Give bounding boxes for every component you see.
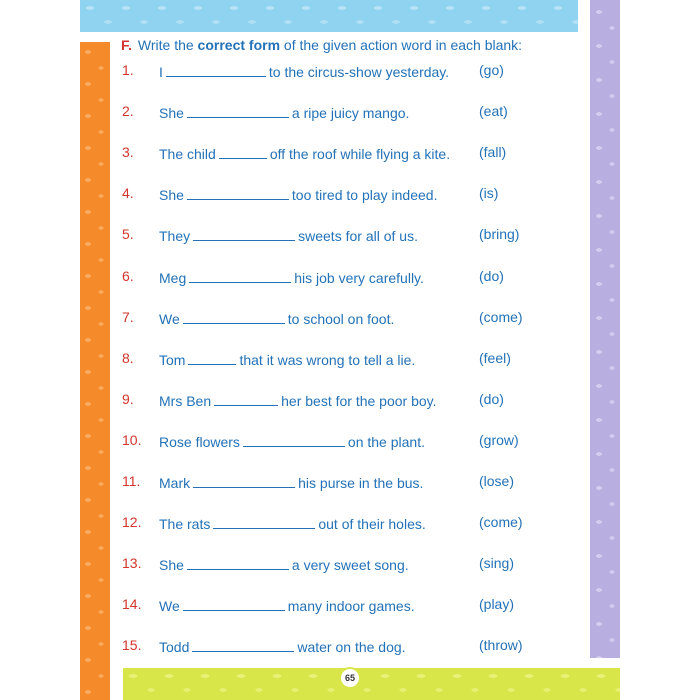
- verb-hint: (bring): [479, 226, 520, 243]
- item-sentence: [159, 432, 425, 450]
- answer-blank[interactable]: [187, 555, 289, 570]
- verb-hint: (sing): [479, 555, 515, 572]
- sentence-end: off the roof while flying a kite.: [269, 146, 451, 163]
- verb-hint: (play): [479, 596, 515, 613]
- item-number: 2.: [122, 103, 134, 120]
- answer-blank[interactable]: [189, 268, 291, 283]
- answer-blank[interactable]: [214, 391, 278, 406]
- item-number: 10.: [122, 431, 142, 448]
- item-sentence: [159, 637, 406, 655]
- sentence-start: Todd: [159, 639, 190, 656]
- item-sentence: [159, 350, 415, 368]
- exercise-item: [0, 185, 560, 207]
- exercise-item: [0, 62, 560, 84]
- page-number: 65: [339, 667, 361, 689]
- verb-hint: (come): [479, 514, 523, 531]
- item-sentence: [159, 473, 423, 491]
- item-number: 15.: [122, 637, 142, 654]
- sentence-start: She: [159, 187, 184, 204]
- verb-hint: (is): [479, 185, 499, 202]
- sentence-start: Mrs Ben: [159, 392, 212, 409]
- sentence-start: Mark: [159, 475, 191, 491]
- exercise-item: [0, 226, 560, 248]
- sentence-start: Tom: [159, 351, 186, 368]
- verb-hint: (lose): [479, 473, 515, 489]
- item-sentence: [159, 309, 394, 327]
- sentence-end: out of their holes.: [318, 516, 426, 533]
- exercise-item: [0, 391, 560, 413]
- answer-blank[interactable]: [219, 144, 267, 159]
- sentence-end: sweets for all of us.: [298, 228, 418, 245]
- item-number: 5.: [122, 226, 134, 243]
- item-number: 13.: [122, 555, 142, 572]
- sentence-end: that it was wrong to tell a lie.: [239, 351, 416, 368]
- exercise-item: [0, 309, 560, 331]
- verb-hint: (feel): [479, 349, 511, 366]
- verb-hint: (grow): [479, 431, 519, 448]
- item-number: 6.: [122, 267, 134, 284]
- sentence-start: They: [159, 228, 191, 245]
- sentence-end: her best for the poor boy.: [281, 392, 437, 409]
- verb-hint: (eat): [479, 103, 508, 120]
- sentence-start: We: [159, 310, 180, 327]
- instruction-text-end: of the given action word in each blank:: [280, 37, 523, 53]
- instruction-emphasis: correct form: [197, 37, 281, 53]
- verb-hint: (do): [479, 267, 504, 284]
- verb-hint: (do): [479, 390, 504, 407]
- exercise-item: [0, 637, 560, 659]
- answer-blank[interactable]: [188, 350, 236, 365]
- instruction-text: Write the: [137, 37, 198, 53]
- exercise-item: [0, 473, 560, 495]
- sentence-end: on the plant.: [347, 433, 425, 450]
- answer-blank[interactable]: [187, 103, 289, 118]
- decorative-top-band: [80, 0, 578, 32]
- sentence-end: to school on foot.: [287, 310, 395, 327]
- item-sentence: [159, 514, 426, 532]
- item-number: 9.: [122, 390, 134, 407]
- sentence-end: his job very carefully.: [294, 269, 424, 286]
- verb-hint: (come): [479, 308, 523, 325]
- item-sentence: [159, 103, 409, 121]
- sentence-start: Rose flowers: [159, 433, 240, 450]
- sentence-start: I: [159, 64, 163, 80]
- item-sentence: [159, 268, 424, 286]
- sentence-end: a very sweet song.: [291, 557, 409, 574]
- exercise-heading: [121, 37, 522, 53]
- item-number: 7.: [122, 308, 134, 325]
- exercise-item: [0, 268, 560, 290]
- sentence-end: his purse in the bus.: [298, 475, 424, 491]
- section-letter: F.: [121, 37, 132, 53]
- item-number: 3.: [122, 144, 134, 161]
- item-sentence: [159, 62, 449, 80]
- item-sentence: [159, 391, 437, 409]
- verb-hint: (go): [479, 62, 504, 78]
- item-number: 14.: [122, 596, 142, 613]
- sentence-start: Meg: [159, 269, 187, 286]
- verb-hint: (fall): [479, 144, 507, 161]
- answer-blank[interactable]: [187, 185, 289, 200]
- item-number: 4.: [122, 185, 134, 202]
- decorative-right-band: [590, 0, 620, 658]
- answer-blank[interactable]: [193, 473, 295, 488]
- item-sentence: [159, 555, 409, 573]
- sentence-start: She: [159, 105, 184, 122]
- item-number: 11.: [122, 473, 141, 489]
- sentence-end: too tired to play indeed.: [291, 187, 438, 204]
- item-sentence: [159, 144, 450, 162]
- sentence-end: many indoor games.: [287, 598, 415, 615]
- exercise-item: [0, 596, 560, 618]
- answer-blank[interactable]: [192, 637, 294, 652]
- sentence-start: The rats: [159, 516, 211, 533]
- exercise-item: [0, 555, 560, 577]
- sentence-end: a ripe juicy mango.: [291, 105, 410, 122]
- sentence-end: water on the dog.: [297, 639, 406, 656]
- exercise-item: [0, 432, 560, 454]
- item-number: 1.: [122, 62, 134, 78]
- exercise-item: [0, 350, 560, 372]
- item-sentence: [159, 596, 415, 614]
- answer-blank[interactable]: [243, 432, 345, 447]
- item-sentence: [159, 185, 437, 203]
- answer-blank[interactable]: [183, 309, 285, 324]
- exercise-item: [0, 144, 560, 166]
- item-number: 12.: [122, 514, 142, 531]
- exercise-item: [0, 514, 560, 536]
- sentence-start: She: [159, 557, 184, 574]
- sentence-start: The child: [159, 146, 216, 163]
- sentence-start: We: [159, 598, 180, 615]
- answer-blank[interactable]: [193, 226, 295, 241]
- verb-hint: (throw): [479, 637, 523, 654]
- answer-blank[interactable]: [183, 596, 285, 611]
- item-number: 8.: [122, 349, 134, 366]
- answer-blank[interactable]: [166, 62, 266, 77]
- decorative-bottom-band: [123, 668, 620, 700]
- sentence-end: to the circus-show yesterday.: [268, 64, 450, 80]
- exercise-item: [0, 103, 560, 125]
- item-sentence: [159, 226, 418, 244]
- answer-blank[interactable]: [213, 514, 315, 529]
